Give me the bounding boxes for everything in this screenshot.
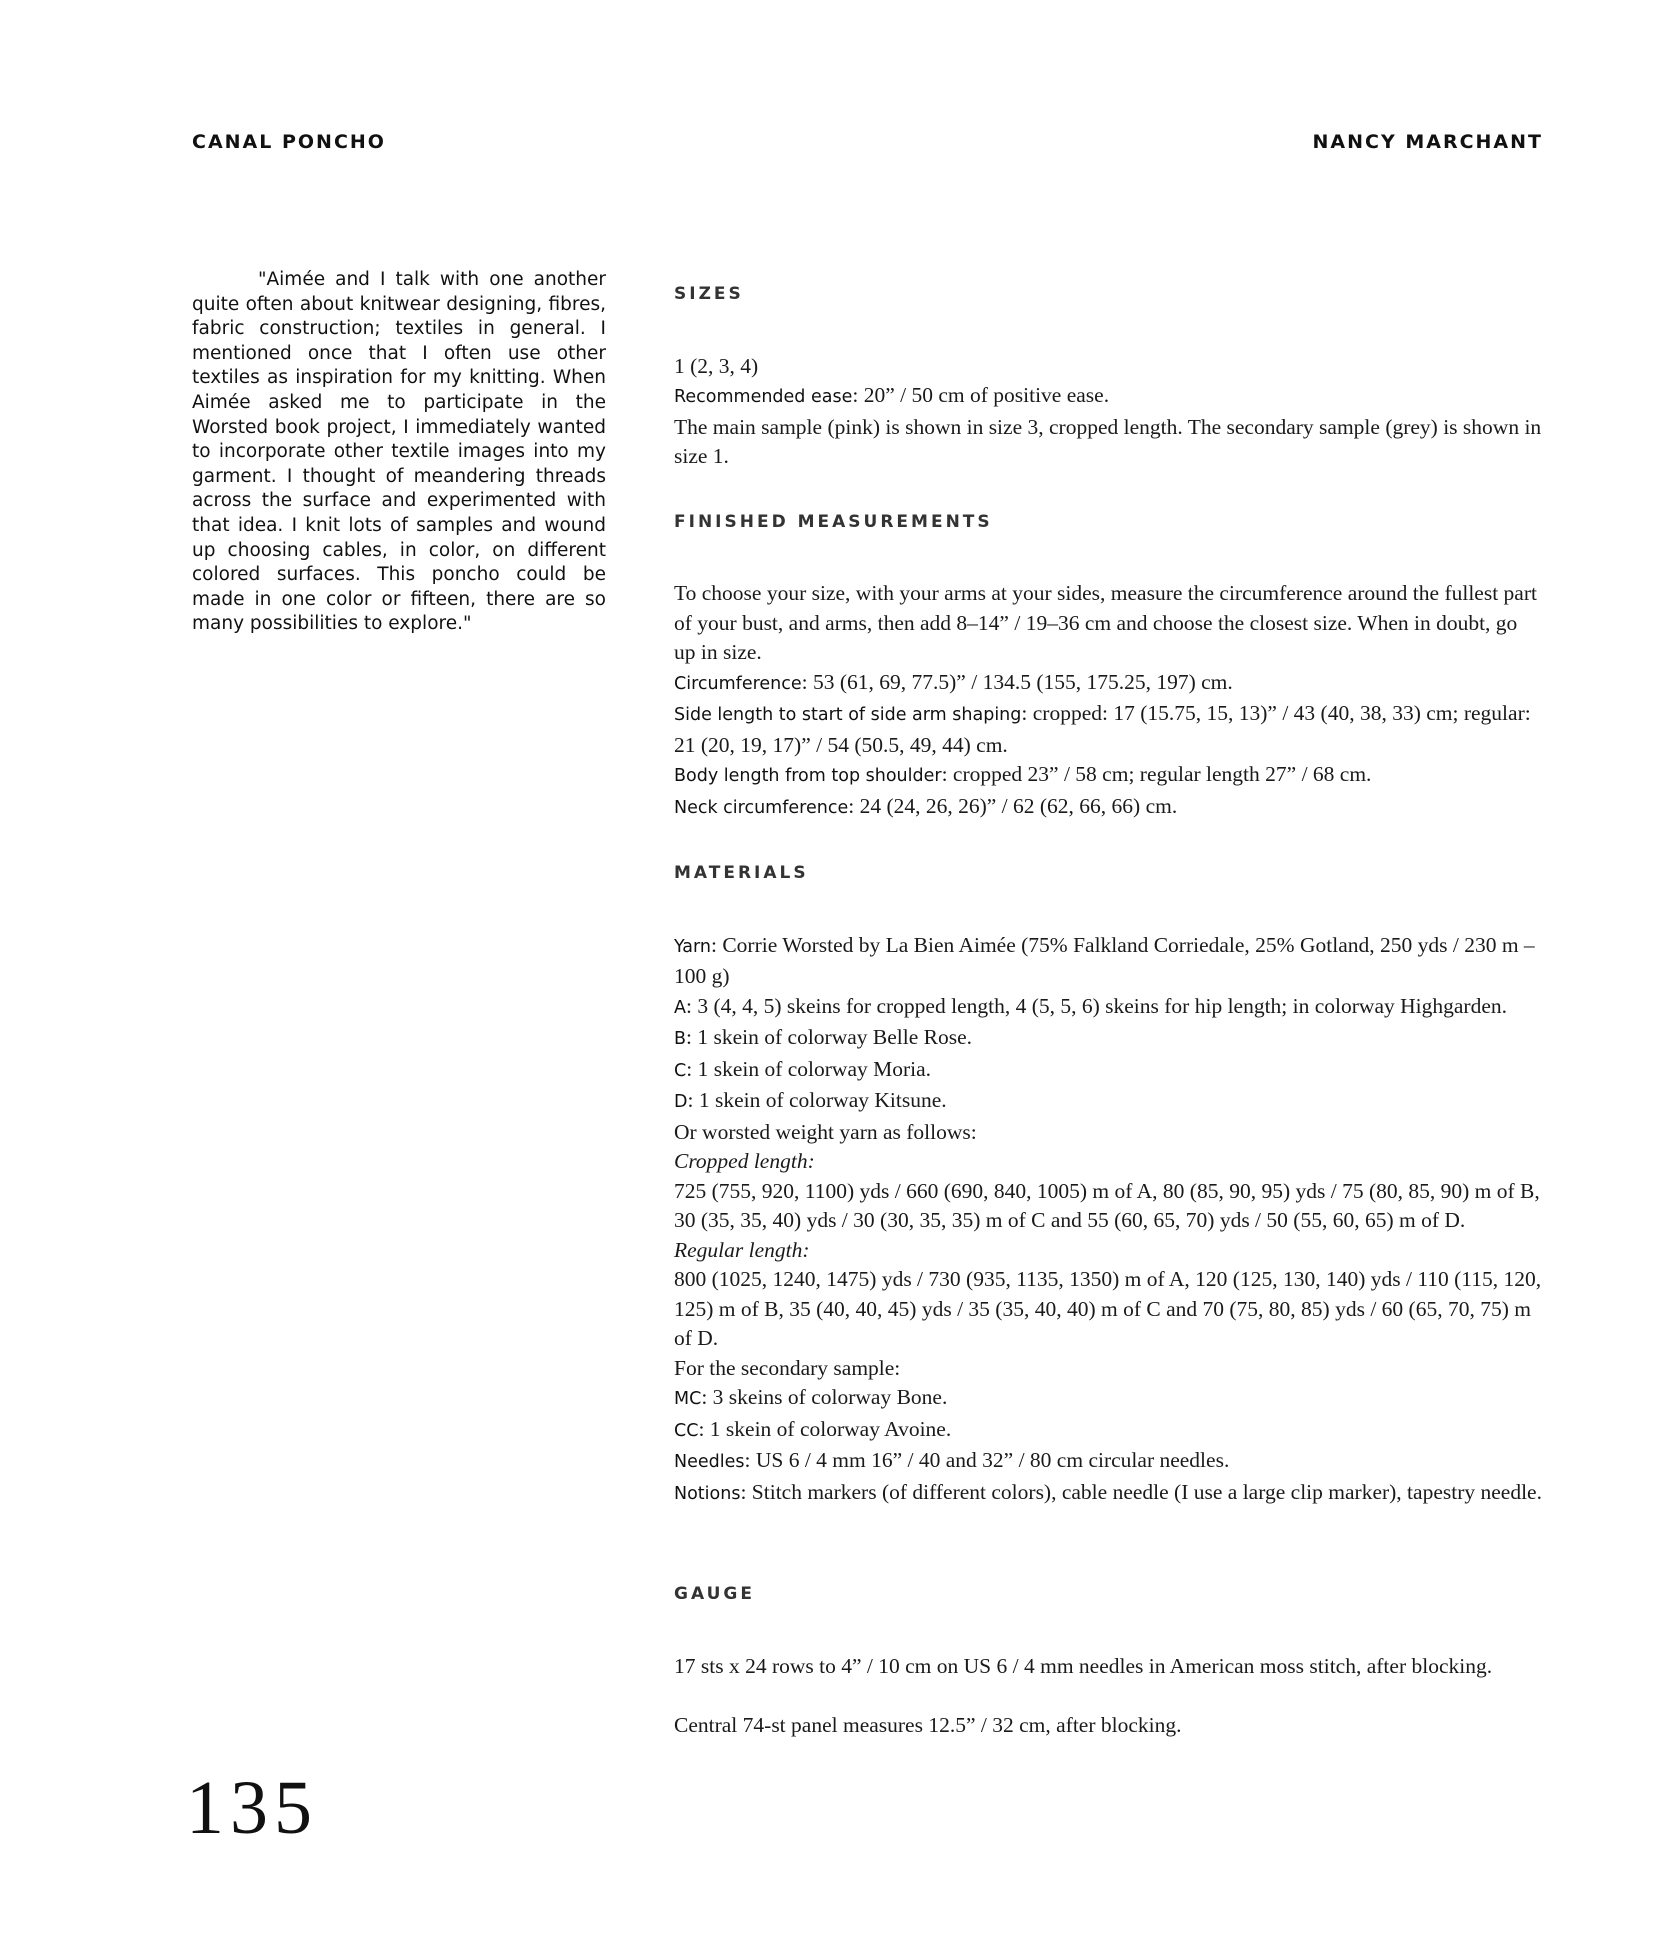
gauge-stitches: 17 sts x 24 rows to 4” / 10 cm on US 6 / 4 mm needles in American moss stitch, after blocking. <box>674 1653 1493 1678</box>
color-a-text: : 3 (4, 4, 5) skeins for cropped length, 4 (5, 5, 6) skeins for hip length; in colorway Highgarden. <box>685 993 1507 1018</box>
color-d-label: D <box>674 1092 688 1112</box>
ease-text: : 20” / 50 cm of positive ease. <box>852 383 1110 407</box>
color-c-label: C <box>674 1060 687 1081</box>
sizes-heading: SIZES <box>674 284 744 304</box>
cropped-length-title: Cropped length: <box>674 1149 815 1173</box>
color-c <box>674 1055 1544 1087</box>
color-b-text: : 1 skein of colorway Belle Rose. <box>686 1025 973 1049</box>
finished-measurements-heading: FINISHED MEASUREMENTS <box>674 511 993 532</box>
contrast-color <box>674 1415 1544 1447</box>
sizes-section <box>674 280 1544 472</box>
sample-note: The main sample (pink) is shown in size 3, cropped length. The secondary sample (grey) is shown in size 1. <box>674 414 1542 468</box>
notions <box>674 1478 1544 1510</box>
finished-measurements-section <box>674 508 1544 824</box>
pattern-details <box>674 280 1544 1740</box>
side-length-label: Side length to start of side arm shaping <box>674 705 1022 725</box>
regular-length-title: Regular length: <box>674 1237 810 1262</box>
gauge-section <box>674 1580 1544 1740</box>
secondary-sample: For the secondary sample: <box>674 1355 901 1380</box>
sizes-values: 1 (2, 3, 4) <box>674 353 759 378</box>
cropped-length-yardage: 725 (755, 920, 1100) yds / 660 (690, 840, 1005) m of A, 80 (85, 90, 95) yds / 75 (80, 85, 90) m of B, 30 (35, 35, 40) yds / 30 (30, 35, 35) m of C and 55 (60, 65, 70) yds / 50 (55, 60, 65) m of D. <box>674 1178 1540 1232</box>
running-head-title: CANAL PONCHO <box>192 131 386 153</box>
color-a <box>674 992 1544 1024</box>
side-length-text: : cropped: 17 (15.75, 15, 13)” / 43 (40, 38, 33) cm; regular: 21 (20, 19, 17)” / 54 (50.5, 49, 44) cm. <box>674 701 1531 757</box>
side-length <box>674 699 1544 760</box>
designer-quote: "Aimée and I talk with one another quite often about knitwear designing, fibres, fabric construction; textiles in general. I mentioned once that I often use other textiles as inspiration for my knitting. When Aimée asked me to participate in the Worsted book project, I immediately wanted to incorporate other textile images into my garment. I thought of meandering threads across the surface and experimented with that idea. I knit lots of samples and wound up choosing cables, in color, on different colored surfaces. This poncho could be made in one color or fifteen, there are so many possibilities to explore." <box>192 269 606 635</box>
ease-label: Recommended ease <box>674 387 853 407</box>
neck-circumference-text: : 24 (24, 26, 26)” / 62 (62, 66, 66) cm. <box>848 793 1178 818</box>
notions-label: Notions <box>674 1483 741 1504</box>
yarn-text: : Corrie Worsted by La Bien Aimée (75% Falkland Corriedale, 25% Gotland, 250 yds / 230 m – 100 g) <box>674 932 1535 988</box>
recommended-ease <box>674 381 1544 413</box>
mc-text: : 3 skeins of colorway Bone. <box>701 1385 948 1409</box>
materials-section <box>674 859 1544 1509</box>
mc-label: MC <box>674 1389 702 1409</box>
cc-text: : 1 skein of colorway Avoine. <box>698 1416 952 1441</box>
alternative-yarn: Or worsted weight yarn as follows: <box>674 1119 977 1144</box>
circumference <box>674 668 1544 700</box>
body-length-text: : cropped 23” / 58 cm; regular length 27” / 68 cm. <box>941 762 1372 786</box>
yarn-label: Yarn <box>674 936 711 957</box>
body-length-label: Body length from top shoulder <box>674 766 942 786</box>
cropped-length-label <box>674 1147 1544 1177</box>
neck-circumference-label: Neck circumference <box>674 797 849 818</box>
body-length <box>674 760 1544 792</box>
color-b-label: B <box>674 1029 687 1049</box>
finished-intro: To choose your size, with your arms at your sides, measure the circumference around the fullest part of your bust, and arms, then add 8–14” / 19–36 cm and choose the closest size. When in doubt, go up in size. <box>674 581 1537 664</box>
cc-label: CC <box>674 1420 699 1441</box>
needles-label: Needles <box>674 1452 745 1472</box>
gauge-heading: GAUGE <box>674 1584 755 1604</box>
notions-text: : Stitch markers (of different colors), cable needle (I use a large clip marker), tapestry needle. <box>740 1479 1542 1504</box>
color-d-text: : 1 skein of colorway Kitsune. <box>687 1088 947 1112</box>
materials-heading: MATERIALS <box>674 863 809 883</box>
page-number: 135 <box>186 1766 318 1850</box>
main-color <box>674 1383 1544 1415</box>
color-b <box>674 1023 1544 1055</box>
circumference-label: Circumference <box>674 673 802 694</box>
yarn <box>674 931 1544 992</box>
needles <box>674 1446 1544 1478</box>
color-a-label: A <box>674 997 686 1018</box>
circumference-text: : 53 (61, 69, 77.5)” / 134.5 (155, 175.25, 197) cm. <box>801 669 1233 694</box>
gauge-panel: Central 74-st panel measures 12.5” / 32 cm, after blocking. <box>674 1712 1182 1737</box>
color-c-text: : 1 skein of colorway Moria. <box>686 1056 932 1081</box>
running-head-author: NANCY MARCHANT <box>1312 131 1543 153</box>
regular-length-label <box>674 1236 1544 1266</box>
color-d <box>674 1086 1544 1118</box>
neck-circumference <box>674 792 1544 824</box>
regular-length-yardage: 800 (1025, 1240, 1475) yds / 730 (935, 1135, 1350) m of A, 120 (125, 130, 140) yds / 110 (115, 120, 125) m of B, 35 (40, 40, 45) yds / 35 (35, 40, 40) m of C and 70 (75, 80, 85) yds / 60 (65, 70, 75) m of D. <box>674 1267 1542 1350</box>
needles-text: : US 6 / 4 mm 16” / 40 and 32” / 80 cm circular needles. <box>744 1448 1230 1472</box>
